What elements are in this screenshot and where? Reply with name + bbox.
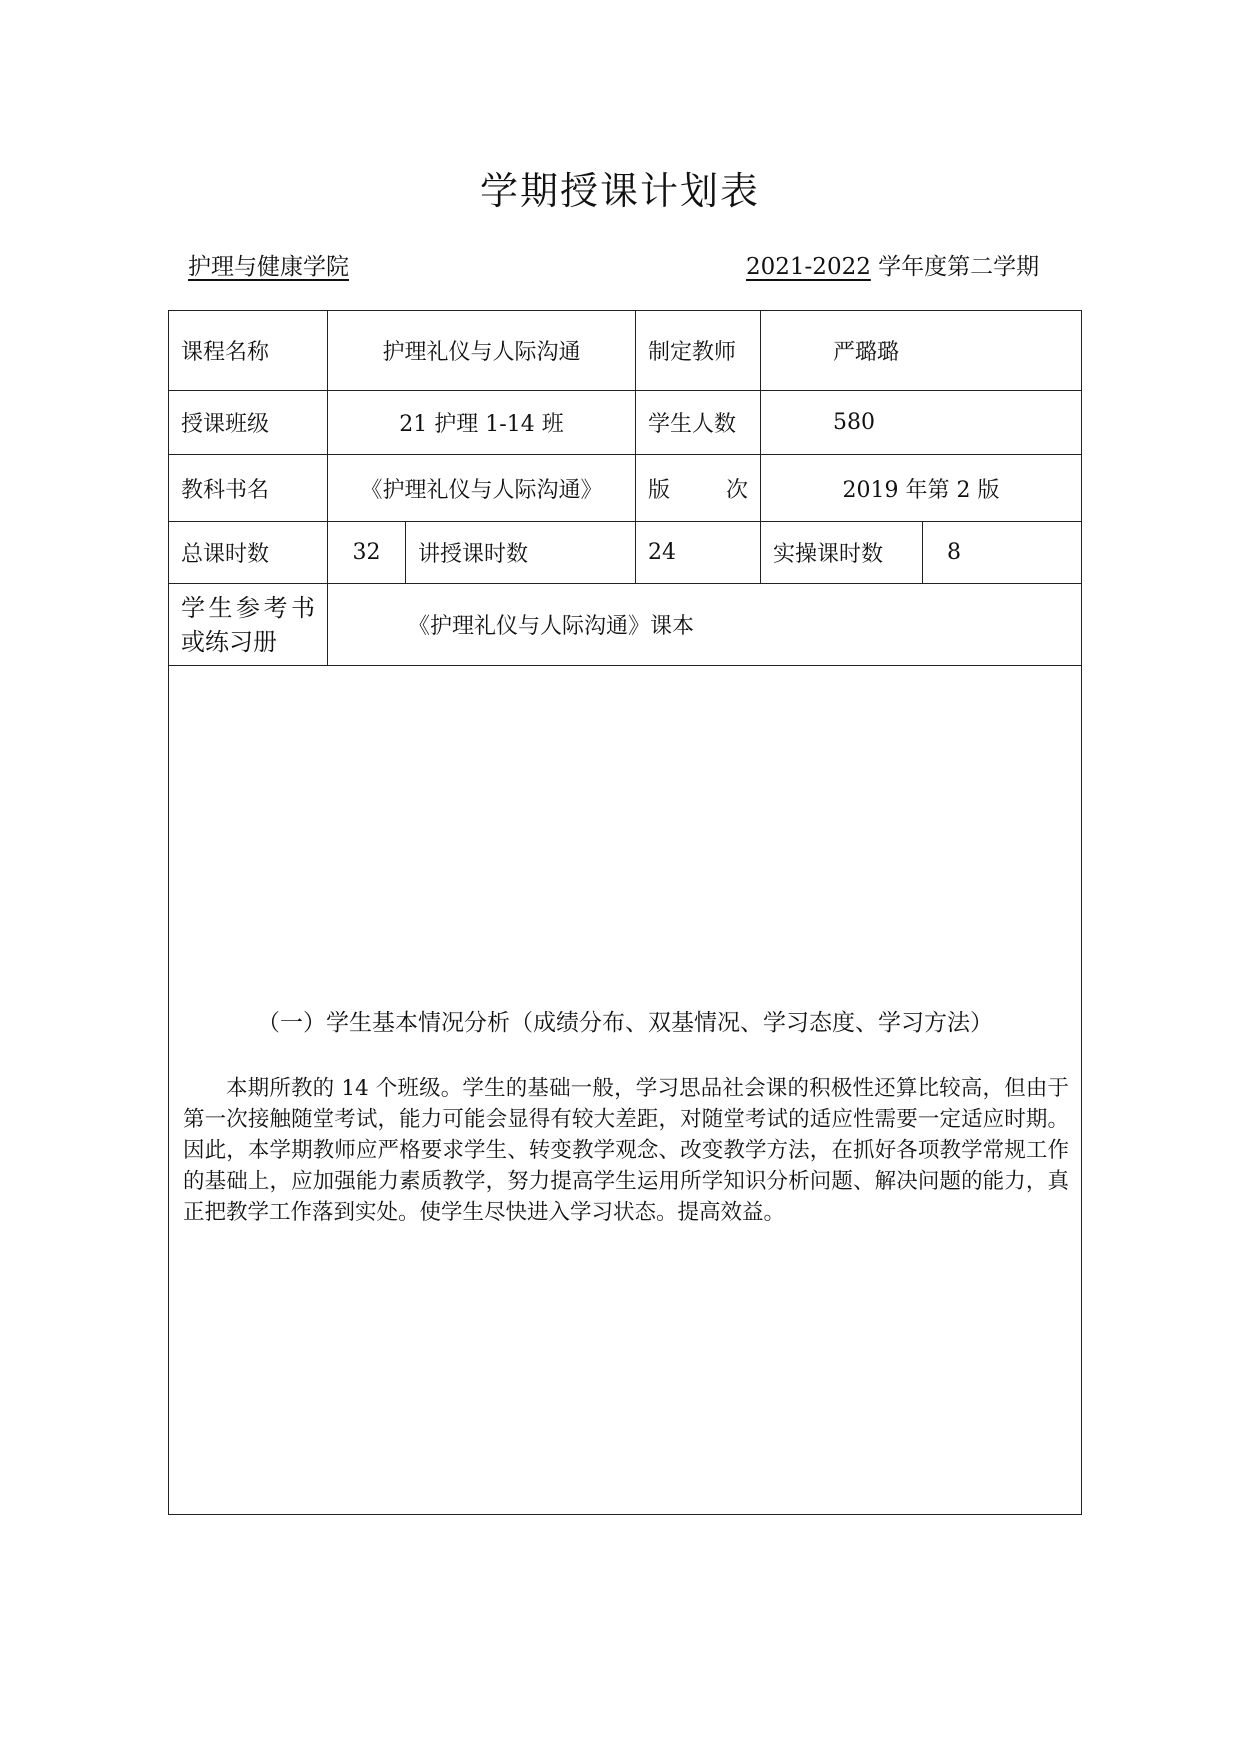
teacher-value: 严璐璐 bbox=[761, 311, 1082, 391]
page-title: 学期授课计划表 bbox=[479, 169, 760, 213]
analysis-row bbox=[169, 666, 1082, 1515]
practice-hours-value: 8 bbox=[923, 522, 1082, 584]
practice-hours-label: 实操课时数 bbox=[761, 522, 923, 584]
textbook-label: 教科书名 bbox=[169, 455, 328, 522]
analysis-cell bbox=[169, 666, 1082, 1515]
reference-row bbox=[169, 584, 1082, 666]
class-row bbox=[169, 391, 1082, 455]
total-hours-label: 总课时数 bbox=[169, 522, 328, 584]
term-info bbox=[746, 248, 1039, 281]
course-name-label: 课程名称 bbox=[169, 311, 328, 391]
edition-label: 版 次 bbox=[636, 455, 761, 522]
course-name-value: 护理礼仪与人际沟通 bbox=[328, 311, 636, 391]
reference-label-line2: 或练习册 bbox=[181, 627, 277, 656]
lecture-hours-label: 讲授课时数 bbox=[406, 522, 636, 584]
students-label: 学生人数 bbox=[636, 391, 761, 455]
lecture-hours-value: 24 bbox=[636, 522, 761, 584]
edition-value: 2019 年第 2 版 bbox=[761, 455, 1082, 522]
textbook-value: 《护理礼仪与人际沟通》 bbox=[328, 455, 636, 522]
course-row bbox=[169, 311, 1082, 391]
academic-year: 2021-2022 bbox=[746, 254, 871, 280]
plan-form-table bbox=[168, 310, 1082, 1515]
reference-value: 《护理礼仪与人际沟通》课本 bbox=[328, 584, 1082, 666]
hours-row bbox=[169, 522, 1082, 584]
analysis-heading: （一）学生基本情况分析（成绩分布、双基情况、学习态度、学习方法） bbox=[257, 1010, 994, 1036]
class-value: 21 护理 1-14 班 bbox=[328, 391, 636, 455]
analysis-body: 本期所教的 14 个班级。学生的基础一般，学习思品社会课的积极性还算比较高，但由于第一次接触随堂考试，能力可能会显得有较大差距，对随堂考试的适应性需要一定适应时期。因此，本学期教师应严格要求学生、转变教学观念、改变教学方法，在抓好各项教学常规工作的基础上，应加强能力素质教学，努力提高学生运用所学知识分析问题、解决问题的能力，真正把教学工作落到实处。使学生尽快进入学习状态。提高效益。 bbox=[183, 1076, 1070, 1225]
reference-label-line1: 学生参考书 bbox=[181, 593, 315, 622]
textbook-row bbox=[169, 455, 1082, 522]
college-name: 护理与健康学院 bbox=[188, 254, 349, 280]
total-hours-value: 32 bbox=[328, 522, 406, 584]
reference-label bbox=[169, 584, 328, 666]
teacher-label: 制定教师 bbox=[636, 311, 761, 391]
class-label: 授课班级 bbox=[169, 391, 328, 455]
term-suffix: 学年度第二学期 bbox=[878, 254, 1040, 280]
students-value: 580 bbox=[761, 391, 1082, 455]
